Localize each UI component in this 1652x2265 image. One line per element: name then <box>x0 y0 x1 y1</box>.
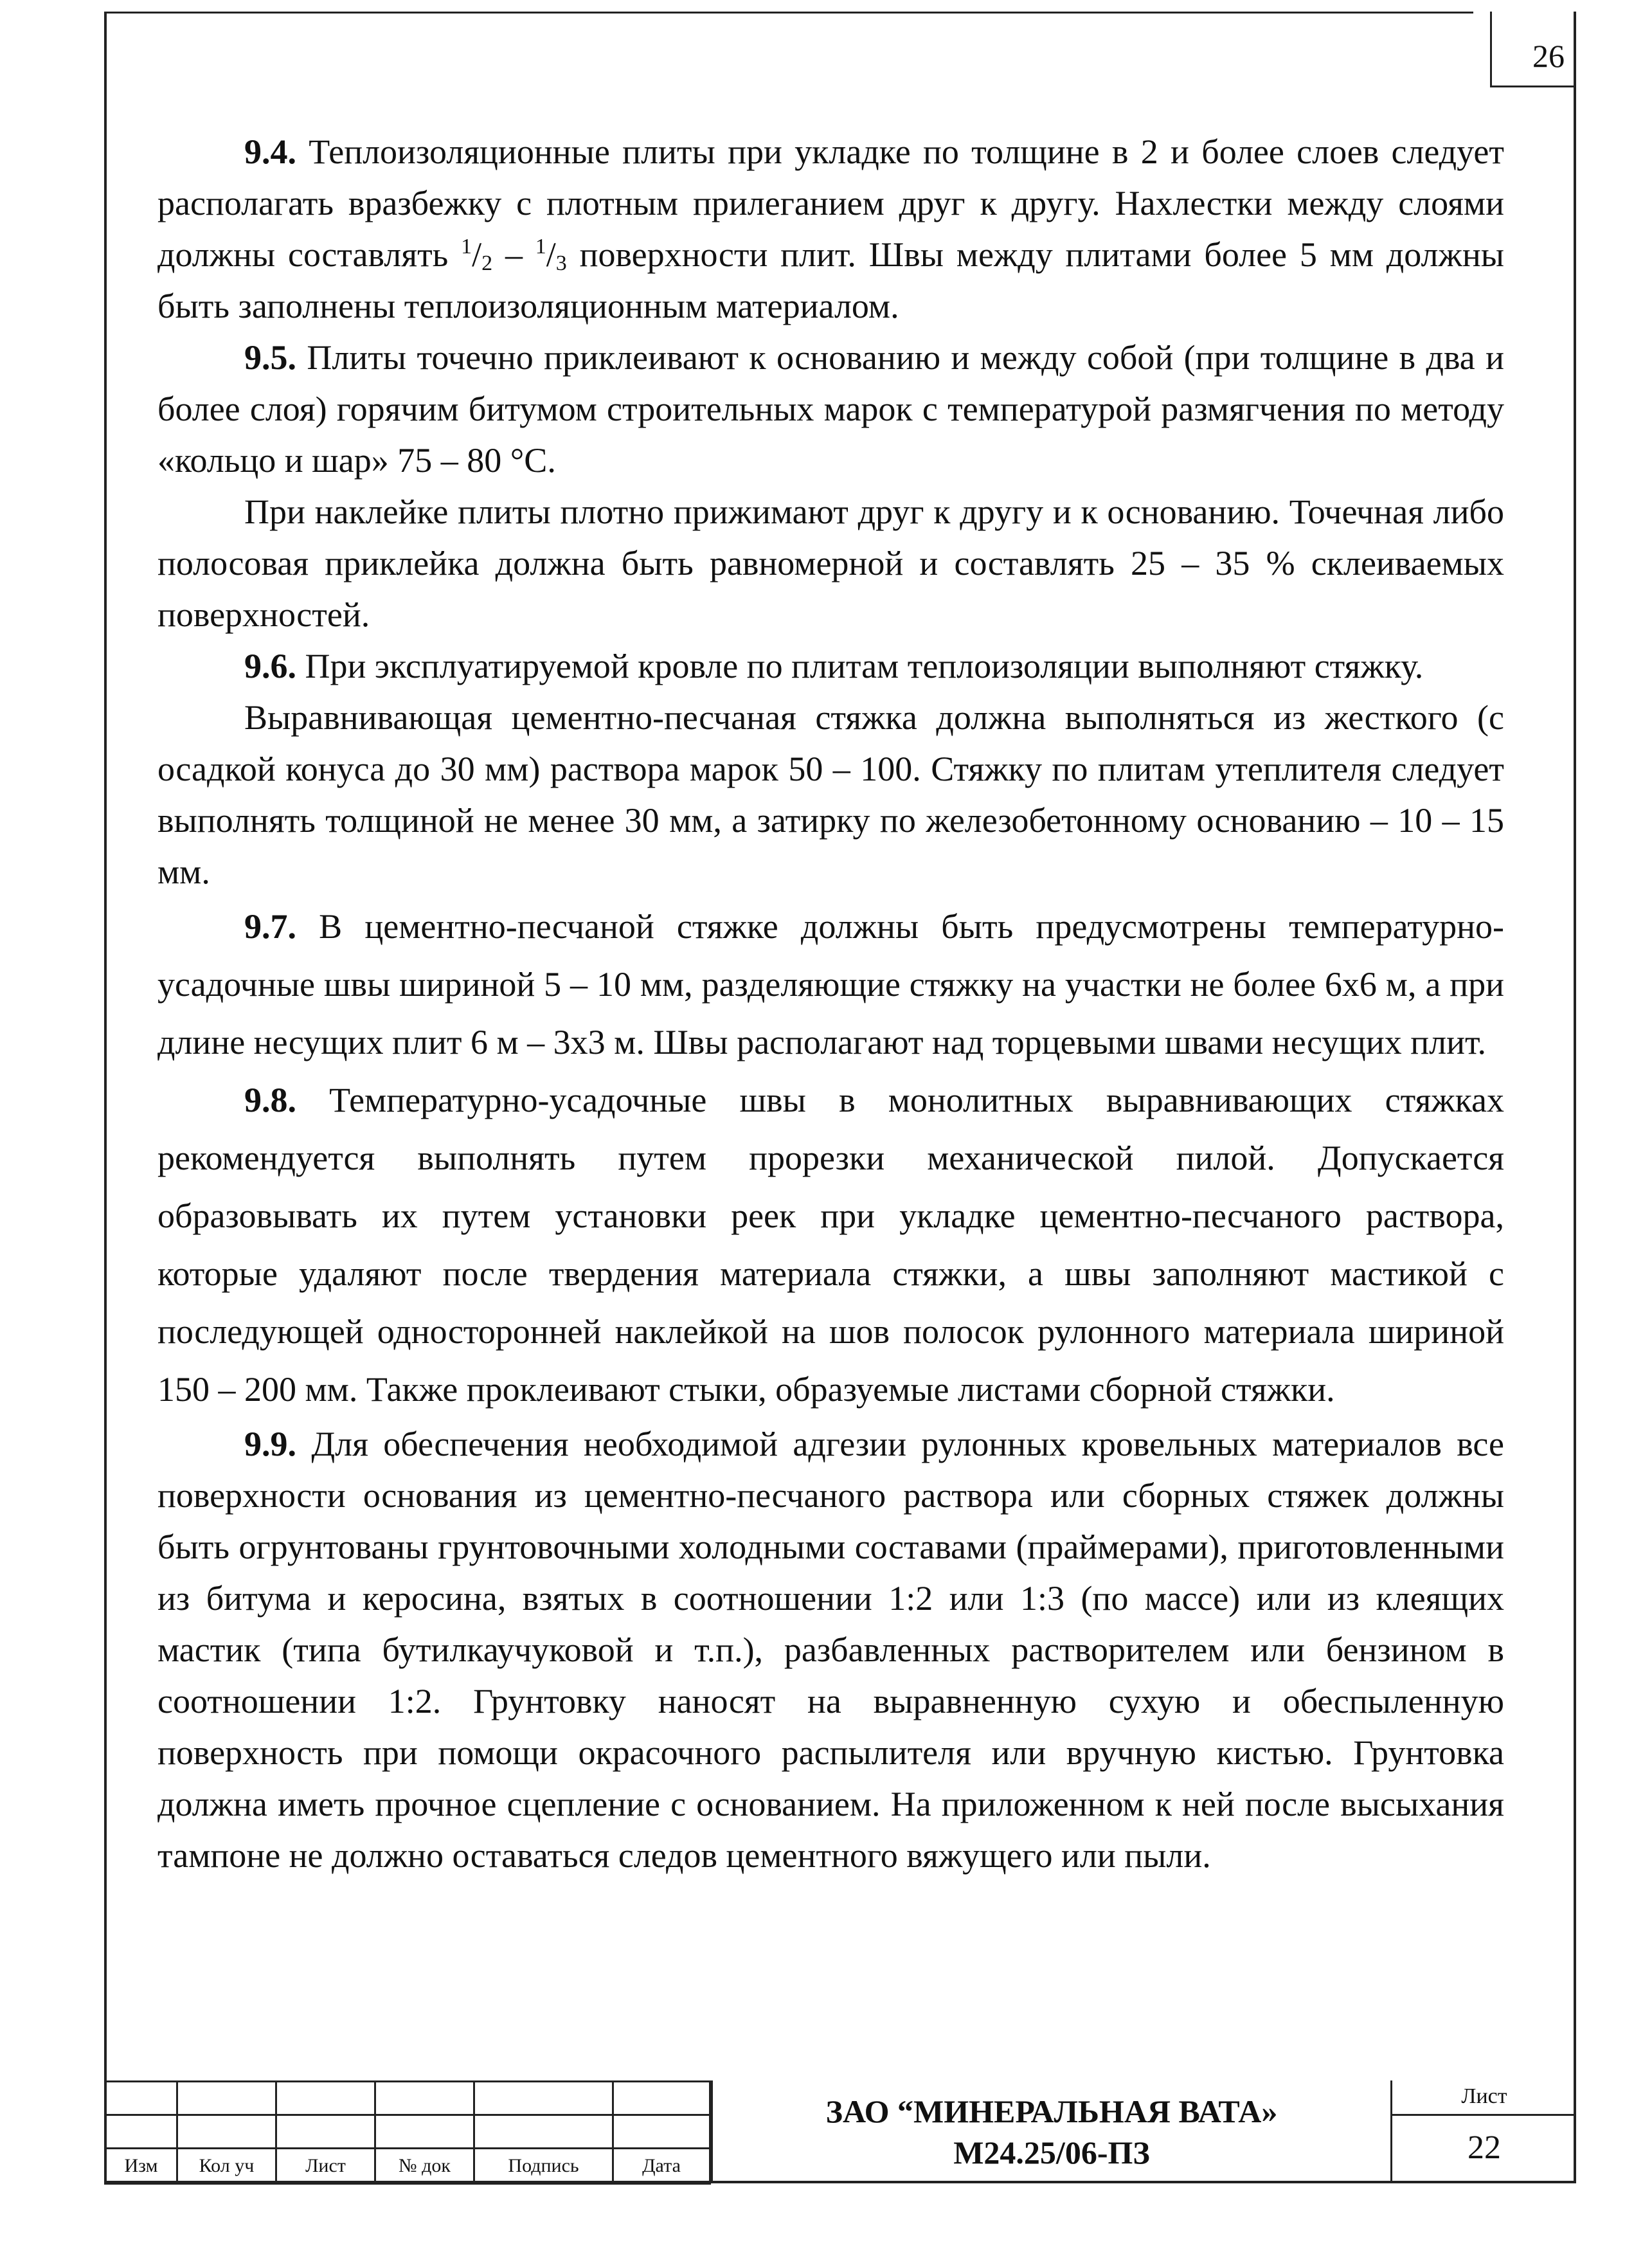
top-border <box>104 12 1473 14</box>
document-code: М24.25/06-ПЗ <box>953 2134 1150 2170</box>
revision-table <box>104 2080 711 2185</box>
fraction-numerator: 1 <box>535 235 546 258</box>
clause-number: 9.4. <box>244 132 296 171</box>
title-block <box>104 2080 1576 2183</box>
paragraph-text: В цементно-песчаной стяжке должны быть предусмотрены температурно-усадочные швы шириной 5 – 10 мм, разделяющие стяжку на участки не более 6х6 м, а при длине несущих плит 6 м – 3х3 м. Швы располагают над торцевыми швами несущих плит. <box>157 907 1504 1061</box>
fraction-denominator: 3 <box>555 251 567 275</box>
clause-number: 9.8. <box>244 1081 296 1119</box>
label-izm: Изм <box>105 2149 177 2184</box>
paragraph-text: При эксплуатируемой кровле по плитам теплоизоляции выполняют стяжку. <box>296 647 1424 685</box>
paragraph-text: Плиты точечно приклеивают к основанию и между собой (при толщине в два и более слоя) горячим битумом строительных марок с температурой размягчения по методу «кольцо и шар» 75 – 80 °С. <box>157 338 1504 480</box>
paragraph-text: Для обеспечения необходимой адгезии рулонных кровельных материалов все поверхности основания из цементно-песчаного раствора или сборных стяжек должны быть огрунтованы грунтовочными холодными составами (праймерами), приготовленными из битума и керосина, взятых в соотношении 1:2 или 1:3 (по массе) или из клеящих мастик (типа бутилкаучуковой и т.п.), разбавленных растворителем или бензином в соотношении 1:2. Грунтовку наносят на выравненную сухую и обеспыленную поверхность при помощи окрасочного распылителя или вручную кистью. Грунтовка должна иметь прочное сцепление с основанием. На приложенном к ней после высыхания тампоне не должно оставаться следов цементного вяжущего или пыли. <box>157 1425 1504 1875</box>
sheet-box <box>1392 2080 1576 2183</box>
paragraph-text: Температурно-усадочные швы в монолитных выравнивающих стяжках рекомендуется выполнять путем прорезки механической пилой. Допускается образовывать их путем установки реек при укладке цементно-песчаного раствора, которые удаляют после твердения материала стяжки, а швы заполняют мастикой с последующей односторонней наклейкой на шов полосок рулонного материала шириной 150 – 200 мм. Также проклеивают стыки, образуемые листами сборной стяжки. <box>157 1081 1504 1409</box>
clause-number: 9.9. <box>244 1425 296 1463</box>
fraction-numerator: 1 <box>461 235 472 258</box>
label-list: Лист <box>276 2149 375 2184</box>
label-signature: Подпись <box>474 2149 613 2184</box>
paragraph-text: Выравнивающая цементно-песчаная стяжка должна выполняться из жесткого (с осадкой конуса до 30 мм) раствора марок 50 – 100. Стяжку по плитам утеплителя следует выполнять толщиной не менее 30 мм, а затирку по железобетонному основанию – 10 – 15 мм. <box>157 698 1504 891</box>
paragraph-9-8 <box>157 1071 1504 1418</box>
paragraph-9-5 <box>157 332 1504 486</box>
sheet-label: Лист <box>1392 2080 1576 2116</box>
paragraph-9-9 <box>157 1418 1504 1881</box>
paragraph-9-4: 9.4. Теплоизоляционные плиты при укладке по толщине в 2 и более слоев следует располагать вразбежку с плотным прилеганием друг к другу. Нахлестки между слоями должны составлять $^1/_2 - ^1/_3$ поверхности плит. Швы между плитами более 5 мм должны быть заполнены теплоизоляционным материалом. <box>157 132 1504 325</box>
page-number-box <box>1490 12 1576 87</box>
clause-number: 9.6. <box>244 647 296 685</box>
label-kol-uch: Кол уч <box>177 2149 276 2184</box>
fraction-separator: – <box>492 235 535 274</box>
clause-number: 9.5. <box>244 338 296 377</box>
paragraph-text: Теплоизоляционные плиты при укладке по толщине в 2 и более слоев следует располагать вразбежку с плотным прилеганием друг к другу. Нахлестки между слоями должны составлять <box>157 132 1504 274</box>
label-doc-number: № док <box>375 2149 474 2184</box>
company-name: ЗАО “МИНЕРАЛЬНАЯ ВАТА» <box>825 2093 1278 2129</box>
document-body <box>157 126 1504 1881</box>
clause-number: 9.7. <box>244 907 296 946</box>
paragraph-9-6 <box>157 640 1504 692</box>
paragraph-9-7 <box>157 898 1504 1071</box>
page-number: 26 <box>1532 38 1565 74</box>
paragraph-text-tail: поверхности плит. Швы между плитами более 5 мм должны быть заполнены теплоизоляционным материалом. <box>157 235 1504 325</box>
paragraph-text: При наклейке плиты плотно прижимают друг к другу и к основанию. Точечная либо полосовая приклейка должна быть равномерной и составлять 25 – 35 % склеиваемых поверхностей. <box>157 492 1504 634</box>
title-center <box>711 2080 1392 2183</box>
label-date: Дата <box>613 2149 710 2184</box>
paragraph-9-5-continued <box>157 486 1504 640</box>
paragraph-9-6-continued <box>157 692 1504 898</box>
fraction-denominator: 2 <box>481 251 493 275</box>
sheet-number: 22 <box>1468 2129 1501 2166</box>
